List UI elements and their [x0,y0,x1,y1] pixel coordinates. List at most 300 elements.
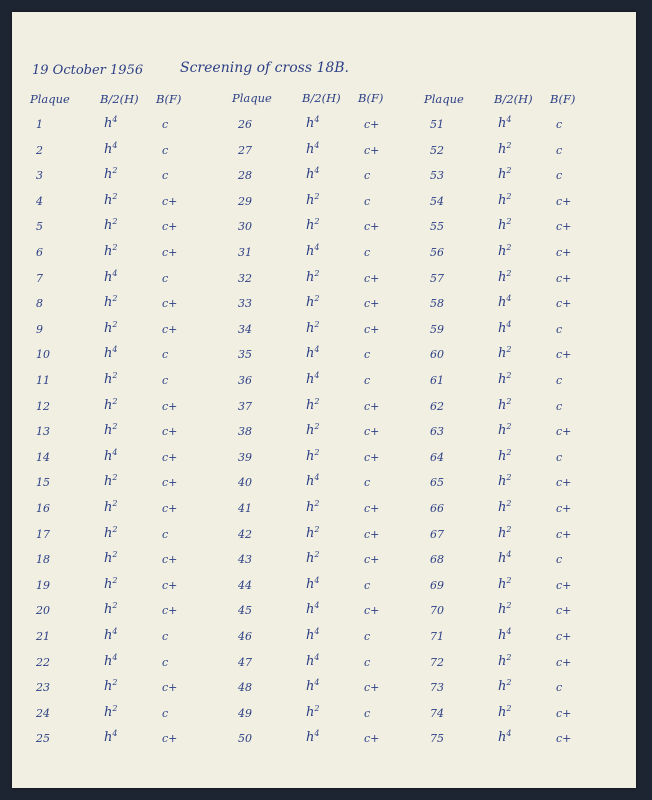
b2h-superscript: 2 [314,268,320,278]
b2h-superscript: 4 [506,729,512,739]
bf-phenotype: c [556,143,563,157]
b2h-letter: h [104,602,113,618]
plaque-number: 26 [238,118,252,131]
bf-phenotype: c+ [162,502,178,515]
bf-phenotype: c [364,706,371,720]
bf-phenotype: c+ [364,143,380,157]
bf-phenotype: c [162,271,169,285]
plaque-number: 68 [430,553,444,567]
b2h-genotype [104,244,117,258]
b2h-genotype [498,218,511,232]
plaque-number: 28 [238,169,252,183]
column-header-bf: B(F) [550,92,576,106]
bf-phenotype: c+ [162,476,178,490]
b2h-superscript: 2 [506,422,512,432]
plaque-number: 25 [36,732,50,746]
b2h-superscript: 2 [506,447,512,457]
bf-phenotype: c [556,681,563,695]
bf-phenotype: c+ [162,450,178,464]
plaque-number: 69 [430,578,444,592]
b2h-genotype [498,321,511,335]
plaque-number: 41 [238,502,252,515]
b2h-letter: h [104,295,113,311]
b2h-superscript: 4 [314,627,320,636]
b2h-superscript: 4 [112,115,118,124]
b2h-letter: h [498,167,507,183]
b2h-letter: h [104,500,113,515]
plaque-number: 38 [238,425,252,439]
b2h-superscript: 2 [506,678,512,688]
b2h-letter: h [498,628,507,643]
bf-phenotype: c+ [364,732,380,746]
plaque-number: 55 [430,220,444,234]
bf-phenotype: c+ [162,194,178,208]
b2h-letter: h [306,551,315,567]
b2h-superscript: 2 [314,703,320,713]
b2h-genotype [498,730,511,744]
plaque-number: 9 [36,322,43,336]
bf-phenotype: c [364,194,371,208]
b2h-superscript: 2 [314,499,320,508]
b2h-letter: h [498,116,507,131]
b2h-letter: h [498,269,507,285]
b2h-letter: h [104,730,113,746]
bf-phenotype: c+ [162,732,178,746]
record-date: 19 October 1956 [32,63,144,78]
b2h-superscript: 4 [314,575,320,585]
b2h-genotype [104,193,117,207]
b2h-letter: h [306,295,315,311]
bf-phenotype: c+ [364,297,380,311]
bf-phenotype: c [556,374,563,387]
b2h-superscript: 2 [506,268,512,278]
b2h-superscript: 2 [314,396,320,406]
plaque-number: 54 [430,194,444,208]
b2h-genotype [306,730,319,744]
b2h-genotype [306,270,319,284]
bf-phenotype: c [364,374,371,387]
b2h-genotype [306,372,319,386]
b2h-letter: h [104,704,113,720]
b2h-superscript: 4 [112,627,118,636]
b2h-genotype [306,654,319,668]
b2h-letter: h [498,730,507,746]
plaque-number: 61 [430,374,444,387]
b2h-genotype [306,526,319,540]
b2h-superscript: 2 [506,140,512,150]
b2h-superscript: 4 [506,627,512,636]
plaque-number: 43 [238,553,252,567]
plaque-number: 60 [430,348,444,362]
b2h-superscript: 2 [506,499,512,508]
b2h-letter: h [104,167,113,183]
b2h-superscript: 4 [112,140,118,150]
plaque-number: 40 [238,476,252,490]
b2h-genotype [104,500,117,514]
b2h-letter: h [498,474,507,490]
bf-phenotype: c+ [162,246,178,259]
bf-phenotype: c+ [556,425,572,439]
b2h-genotype [306,628,319,642]
b2h-letter: h [306,167,315,183]
b2h-superscript: 4 [112,345,118,355]
bf-phenotype: c+ [556,527,572,541]
bf-phenotype: c+ [364,681,380,695]
plaque-number: 66 [430,502,444,515]
plaque-number: 75 [430,732,444,746]
plaque-number: 8 [36,297,43,311]
plaque-number: 24 [36,706,50,720]
b2h-superscript: 4 [314,166,320,176]
b2h-superscript: 2 [314,550,320,560]
b2h-genotype [306,295,319,309]
b2h-genotype [306,679,319,693]
plaque-number: 3 [36,169,43,183]
b2h-letter: h [306,141,315,157]
plaque-number: 30 [238,220,252,234]
b2h-letter: h [306,372,315,387]
b2h-superscript: 2 [506,575,512,585]
b2h-letter: h [498,576,507,592]
b2h-superscript: 2 [112,473,118,483]
plaque-number: 36 [238,374,252,387]
plaque-number: 19 [36,578,50,592]
plaque-number: 58 [430,297,444,311]
b2h-letter: h [306,730,315,746]
b2h-genotype [104,270,117,284]
b2h-letter: h [104,628,113,643]
bf-phenotype: c+ [162,425,178,439]
plaque-number: 12 [36,399,50,413]
b2h-letter: h [104,576,113,592]
b2h-genotype [104,423,117,437]
b2h-superscript: 4 [314,652,320,662]
b2h-letter: h [104,116,113,131]
column-header-bf: B(F) [156,92,182,106]
b2h-letter: h [306,397,315,413]
bf-phenotype: c+ [556,578,572,592]
column-header-b2h: B/2(H) [100,92,139,106]
b2h-letter: h [306,679,315,695]
bf-phenotype: c+ [556,476,572,490]
b2h-genotype [306,346,319,360]
b2h-genotype [306,577,319,591]
b2h-letter: h [104,320,113,336]
bf-phenotype: c+ [364,502,380,515]
b2h-superscript: 2 [112,191,118,201]
b2h-genotype [498,602,511,616]
b2h-genotype [104,346,117,360]
b2h-superscript: 4 [314,243,320,252]
plaque-number: 1 [36,118,43,131]
bf-phenotype: c [364,169,371,183]
plaque-number: 63 [430,425,444,439]
b2h-genotype [306,244,319,258]
b2h-superscript: 4 [112,268,118,278]
plaque-number: 5 [36,220,43,234]
b2h-letter: h [104,474,113,490]
plaque-number: 70 [430,604,444,618]
b2h-superscript: 4 [314,371,320,380]
b2h-letter: h [306,602,315,618]
b2h-letter: h [306,320,315,336]
plaque-number: 51 [430,118,444,131]
b2h-superscript: 4 [112,447,118,457]
b2h-superscript: 4 [506,550,512,560]
b2h-superscript: 4 [112,729,118,739]
b2h-letter: h [306,346,315,362]
bf-phenotype: c+ [364,271,380,285]
plaque-number: 71 [430,630,444,643]
plaque-number: 39 [238,450,252,464]
bf-phenotype: c [556,118,563,131]
bf-phenotype: c [364,348,371,362]
plaque-number: 16 [36,502,50,515]
b2h-letter: h [104,653,113,669]
b2h-letter: h [498,602,507,618]
b2h-superscript: 2 [506,191,512,201]
bf-phenotype: c+ [162,553,178,567]
b2h-genotype [104,142,117,156]
bf-phenotype: c [162,706,169,720]
b2h-superscript: 4 [314,473,320,483]
b2h-letter: h [498,346,507,362]
plaque-number: 13 [36,425,50,439]
b2h-superscript: 2 [314,319,320,329]
b2h-superscript: 2 [112,422,118,432]
b2h-superscript: 4 [314,140,320,150]
b2h-letter: h [306,269,315,285]
b2h-letter: h [104,423,113,439]
bf-phenotype: c+ [364,322,380,336]
b2h-superscript: 2 [112,575,118,585]
b2h-genotype [104,449,117,463]
bf-phenotype: c [162,143,169,157]
b2h-superscript: 2 [506,371,512,380]
handwritten-sheet [12,12,636,788]
b2h-genotype [498,116,511,130]
b2h-superscript: 2 [506,601,512,611]
b2h-letter: h [306,628,315,643]
b2h-letter: h [306,525,315,541]
b2h-superscript: 2 [506,396,512,406]
b2h-letter: h [104,346,113,362]
b2h-letter: h [498,448,507,464]
b2h-letter: h [306,448,315,464]
bf-phenotype: c+ [162,297,178,311]
b2h-superscript: 2 [112,703,118,713]
bf-phenotype: c+ [556,271,572,285]
b2h-letter: h [498,192,507,208]
b2h-genotype [498,628,511,642]
b2h-superscript: 2 [112,243,118,252]
b2h-superscript: 2 [112,499,118,508]
b2h-superscript: 2 [314,217,320,227]
b2h-superscript: 2 [314,294,320,304]
b2h-letter: h [498,525,507,541]
b2h-genotype [104,654,117,668]
plaque-number: 17 [36,527,50,541]
plaque-number: 42 [238,527,252,541]
b2h-superscript: 2 [314,422,320,432]
b2h-superscript: 2 [314,191,320,201]
b2h-genotype [306,116,319,130]
bf-phenotype: c [556,169,563,183]
b2h-genotype [306,398,319,412]
b2h-genotype [498,193,511,207]
plaque-number: 37 [238,399,252,413]
bf-phenotype: c [162,118,169,131]
b2h-superscript: 4 [506,294,512,304]
b2h-letter: h [104,218,113,234]
bf-phenotype: c+ [162,399,178,413]
bf-phenotype: c+ [556,348,572,362]
b2h-genotype [498,270,511,284]
bf-phenotype: c+ [364,425,380,439]
b2h-superscript: 2 [112,601,118,611]
record-title: Screening of cross 18B. [180,60,350,76]
plaque-number: 45 [238,604,252,618]
bf-phenotype: c+ [556,194,572,208]
b2h-letter: h [306,116,315,131]
b2h-superscript: 2 [112,550,118,560]
b2h-genotype [498,142,511,156]
plaque-number: 48 [238,681,252,695]
b2h-genotype [498,679,511,693]
b2h-letter: h [498,372,507,387]
b2h-superscript: 4 [506,115,512,124]
b2h-genotype [498,167,511,181]
plaque-number: 21 [36,630,50,643]
bf-phenotype: c+ [556,655,572,669]
b2h-genotype [498,346,511,360]
b2h-letter: h [498,397,507,413]
b2h-genotype [498,474,511,488]
b2h-superscript: 4 [314,345,320,355]
bf-phenotype: c [364,655,371,669]
b2h-superscript: 4 [314,601,320,611]
b2h-superscript: 2 [314,524,320,534]
b2h-superscript: 2 [112,319,118,329]
bf-phenotype: c [162,655,169,669]
b2h-letter: h [104,244,113,259]
b2h-superscript: 2 [506,652,512,662]
plaque-number: 2 [36,143,43,157]
plaque-number: 31 [238,246,252,259]
b2h-genotype [104,526,117,540]
plaque-number: 64 [430,450,444,464]
bf-phenotype: c+ [162,604,178,618]
plaque-number: 35 [238,348,252,362]
bf-phenotype: c+ [162,681,178,695]
plaque-number: 62 [430,399,444,413]
b2h-genotype [498,654,511,668]
b2h-genotype [104,218,117,232]
b2h-letter: h [498,244,507,259]
b2h-letter: h [306,218,315,234]
bf-phenotype: c+ [364,553,380,567]
b2h-superscript: 2 [112,166,118,176]
b2h-genotype [498,449,511,463]
plaque-number: 23 [36,681,50,695]
b2h-letter: h [498,679,507,695]
bf-phenotype: c [556,399,563,413]
b2h-letter: h [104,397,113,413]
b2h-genotype [306,423,319,437]
b2h-letter: h [306,576,315,592]
b2h-superscript: 2 [506,473,512,483]
b2h-superscript: 2 [112,678,118,688]
b2h-genotype [104,679,117,693]
bf-phenotype: c+ [364,399,380,413]
plaque-number: 18 [36,553,50,567]
b2h-letter: h [306,500,315,515]
b2h-letter: h [498,320,507,336]
b2h-letter: h [306,423,315,439]
b2h-letter: h [306,244,315,259]
bf-phenotype: c+ [364,527,380,541]
column-header-plaque: Plaque [30,92,70,106]
b2h-superscript: 2 [506,243,512,252]
bf-phenotype: c+ [556,297,572,311]
column-header-plaque: Plaque [424,92,464,106]
b2h-genotype [498,398,511,412]
b2h-superscript: 2 [112,217,118,227]
b2h-letter: h [104,679,113,695]
bf-phenotype: c+ [364,220,380,234]
column-header-bf: B(F) [358,91,384,105]
b2h-genotype [306,551,319,565]
b2h-genotype [306,142,319,156]
plaque-number: 27 [238,143,252,157]
b2h-superscript: 4 [314,115,320,124]
column-header-b2h: B/2(H) [494,92,533,106]
b2h-letter: h [306,653,315,669]
plaque-number: 67 [430,527,444,541]
bf-phenotype: c [556,450,563,464]
plaque-number: 52 [430,143,444,157]
plaque-number: 7 [36,271,43,285]
b2h-letter: h [104,192,113,208]
bf-phenotype: c [162,527,169,541]
plaque-number: 65 [430,476,444,490]
bf-phenotype: c [162,169,169,183]
b2h-genotype [306,218,319,232]
bf-phenotype: c [364,246,371,259]
b2h-genotype [498,526,511,540]
plaque-number: 74 [430,706,444,720]
plaque-number: 15 [36,476,50,490]
b2h-superscript: 2 [506,524,512,534]
b2h-superscript: 4 [314,678,320,688]
plaque-number: 10 [36,348,50,362]
b2h-letter: h [498,551,507,567]
bf-phenotype: c+ [162,220,178,234]
b2h-letter: h [498,653,507,669]
b2h-letter: h [104,372,113,387]
plaque-number: 32 [238,271,252,285]
b2h-genotype [306,321,319,335]
b2h-genotype [104,116,117,130]
b2h-genotype [498,244,511,258]
b2h-superscript: 2 [112,524,118,534]
plaque-number: 11 [36,374,50,387]
b2h-letter: h [498,141,507,157]
plaque-number: 57 [430,271,444,285]
b2h-genotype [104,474,117,488]
b2h-letter: h [104,269,113,285]
b2h-superscript: 2 [506,703,512,713]
